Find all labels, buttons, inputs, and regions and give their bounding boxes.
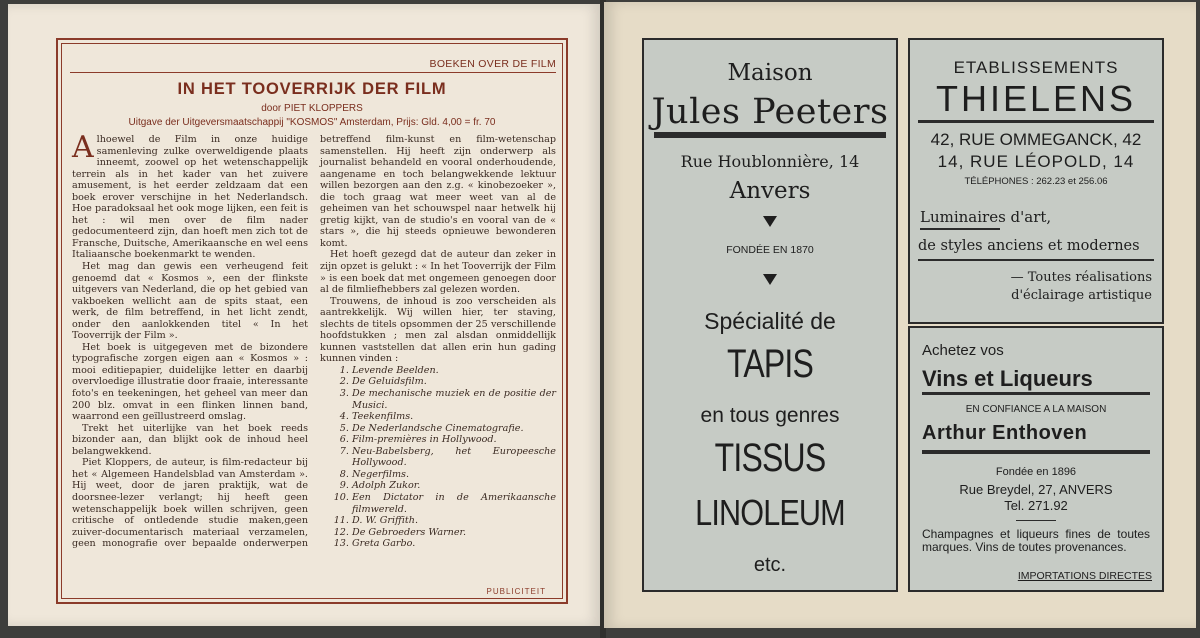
thielens-realisations: — Toutes réalisations xyxy=(1010,270,1152,285)
peeters-tapis: TAPIS xyxy=(726,342,814,386)
peeters-etc: etc. xyxy=(753,554,787,576)
list-item: 10. Een Dictator in de Amerikaansche filmwereld. xyxy=(352,492,556,515)
left-page xyxy=(8,4,602,626)
footer-mark: PUBLICITEIT xyxy=(486,587,546,596)
list-item: 9. Adolph Zukor. xyxy=(352,480,556,492)
peeters-genres: en tous genres xyxy=(700,404,840,427)
enthoven-name: Arthur Enthoven xyxy=(922,422,1088,444)
enthoven-importations: IMPORTATIONS DIRECTES xyxy=(1017,570,1152,582)
list-item: 7. Neu-Babelsberg, het Europeesche Hollywood. xyxy=(352,446,556,469)
peeters-city: Anvers xyxy=(729,178,811,204)
list-item: 6. Film-premières in Hollywood. xyxy=(352,434,556,446)
thielens-underline-2 xyxy=(918,259,1154,261)
enthoven-description: Champagnes et liqueurs fines de toutes marques. Vins de toutes provenances. xyxy=(922,527,1150,554)
list-item: 12. De Gebroeders Warner. xyxy=(352,527,556,539)
enthoven-founded: Fondée en 1896 xyxy=(995,466,1077,478)
paragraph-2: Het mag dan gewis een verheugend feit genoemd dat « Kosmos », een der flinkste uitgevers van Nederland, die op het gebied van vakboeken wellicht aan de spits staat, een werk, de film betreffend, in het licht zendt, onder den aanlokkenden titel « In het Tooverrijk der Film ». xyxy=(72,261,308,342)
enthoven-vins: Vins et Liqueurs xyxy=(922,366,1093,391)
article-frame xyxy=(56,38,568,604)
paragraph-1: Alhoewel de Film in onze huidige samenleving zulke overweldigende plaats inneemt, zoowel op het wetenschappelijk terrein als in het kader van het zuivere amusement, is het eerder zeldzaam dat een boek erover verschijne in het Nederlandsch. Hoe paradoksaal het ook moge lijken, een feit is het : wil men over de film nader gedocumenteerd zijn, dan hoeft men zich tot de Fransche, Duitsche, Amerikaansche en wel eens Italiaansche boekenmarkt te wenden. xyxy=(72,130,308,261)
thielens-address-2: 14, RUE LÉOPOLD, 14 xyxy=(937,152,1135,171)
list-item: 3. De mechanische muziek en de positie der Musici. xyxy=(352,388,556,411)
enthoven-divider xyxy=(1016,520,1056,521)
thielens-styles: de styles anciens et modernes xyxy=(918,238,1140,254)
section-rule xyxy=(70,72,556,73)
section-label: BOEKEN OVER DE FILM xyxy=(429,58,556,70)
article-body xyxy=(72,130,556,590)
enthoven-street: Rue Breydel, 27, ANVERS xyxy=(959,482,1113,497)
peeters-linoleum: LINOLEUM xyxy=(695,492,845,533)
right-page xyxy=(604,2,1196,628)
peeters-rule xyxy=(654,132,886,138)
paragraph-5: Piet Kloppers, de auteur, is film-redacteur bij het « Algemeen Handelsblad van Amsterdam ». Hij weet, door de jaren praktijk, wat de doorsnee-lezer verlangt; hij heeft geen wetenschappelijk boek willen schrijven, geen critische of ontledende studie maken,geen zuiver-documentarisch materiaal verzamelen, geen monografie over bepaalde onderwerpen betreffend film-kunst en film-wetenschap samenstellen. Hij heeft zijn onderwerp als journalist behandeld en vooral onderhoudende, aangename en toch belangwekkende lektuur willen bezorgen aan den z.g. « kinobezoeker », die toch graag wat meer weet van al de geheimen van het schouwspel naar hetwelk hij gretig kijkt, van de studio's en vooral van de « stars », die hij steeds opnieuwe bewonderen komt. xyxy=(72,134,556,550)
paragraph-3: Het boek is uitgegeven met de bizondere typografische zorgen eigen aan « Kosmos » : mooi editiepapier, duidelijke letter en daarbij overvloedige illustratie door fraaie, interessante foto's en teekeningen, het geheel van meer dan 200 blz. omvat in een flinken linnen band, waarrond een geïllustreerd omslag. xyxy=(72,341,308,423)
ad-thielens xyxy=(908,38,1164,324)
enthoven-achetez: Achetez vos xyxy=(922,342,1004,359)
list-item: 11. D. W. Griffith. xyxy=(352,515,556,527)
article-byline: door PIET KLOPPERS xyxy=(261,103,363,114)
triangle-ornament-icon xyxy=(763,216,777,227)
article-publisher: Uitgave der Uitgeversmaatschappij "KOSMOS" Amsterdam, Prijs: Gld. 4,00 = fr. 70 xyxy=(128,117,496,128)
ad-enthoven xyxy=(908,326,1164,592)
paragraph-4: Trekt het uiterlijke van het boek reeds bizonder aan, dan blijkt ook de inhoud heel belangwekkend. xyxy=(72,422,308,457)
chapter-list xyxy=(320,365,556,550)
peeters-name: Jules Peeters xyxy=(651,92,889,132)
thielens-rule xyxy=(918,120,1154,123)
list-item: 13. Greta Garbo. xyxy=(352,538,556,550)
enthoven-rule-2 xyxy=(922,450,1150,454)
list-item: 1. Levende Beelden. xyxy=(352,365,556,377)
list-item: 8. Negerfilms. xyxy=(352,469,556,481)
list-item: 4. Teekenfilms. xyxy=(352,411,556,423)
thielens-underline-1 xyxy=(920,228,1000,230)
peeters-speciality: Spécialité de xyxy=(704,308,836,334)
paragraph-7: Trouwens, de inhoud is zoo verscheiden als aantrekkelijk. Wij willen hier, ter staving, slechts de titels opsommen der 25 verschillende hoofdstukken ; men zal alsdan onmiddellijk kunnen vaststellen dat allen erin hun gading kunnen vinden : xyxy=(320,295,556,365)
thielens-phones: TÉLÉPHONES : 262.23 et 256.06 xyxy=(964,176,1108,187)
enthoven-confiance: EN CONFIANCE A LA MAISON xyxy=(965,404,1107,415)
thielens-name: THIELENS xyxy=(935,78,1137,119)
peeters-maison: Maison xyxy=(727,60,813,86)
enthoven-rule-1 xyxy=(922,392,1150,395)
triangle-ornament-icon xyxy=(763,274,777,285)
list-item: 5. De Nederlandsche Cinematografie. xyxy=(352,423,556,435)
ad-jules-peeters xyxy=(642,38,898,592)
enthoven-phone: Tel. 271.92 xyxy=(1004,498,1068,513)
thielens-etablissements: ETABLISSEMENTS xyxy=(953,58,1119,77)
peeters-street: Rue Houblonnière, 14 xyxy=(680,152,860,171)
peeters-founded: FONDÉE EN 1870 xyxy=(726,244,814,256)
list-item: 2. De Geluidsfilm. xyxy=(352,376,556,388)
paragraph-6: Het hoeft gezegd dat de auteur dan zeker in zijn opzet is gelukt : « In het Tooverrijk der Film » is een boek dat met ongemeen genoegen door al de filmliefhebbers zal gelezen worden. xyxy=(320,249,556,296)
article-title: IN HET TOOVERRIJK DER FILM xyxy=(177,80,447,98)
peeters-tissus: TISSUS xyxy=(714,436,826,480)
dropcap: A xyxy=(72,130,94,165)
thielens-luminaires: Luminaires d'art, xyxy=(920,208,1052,226)
thielens-address-1: 42, RUE OMMEGANCK, 42 xyxy=(930,130,1142,149)
thielens-eclairage: d'éclairage artistique xyxy=(1011,288,1152,303)
